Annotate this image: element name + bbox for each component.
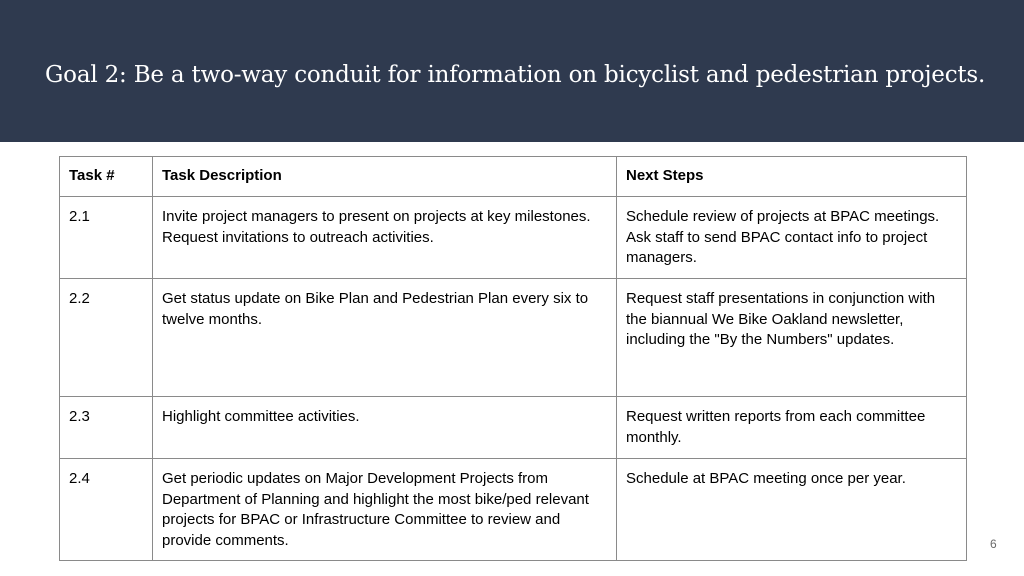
task-description-cell: Get status update on Bike Plan and Pedestrian Plan every six to twelve months. [153,279,617,397]
slide-title: Goal 2: Be a two-way conduit for information on bicyclist and pedestrian projects. [45,62,986,88]
table-row [60,197,967,279]
header-task-description: Task Description [153,157,617,197]
next-steps-cell: Schedule review of projects at BPAC meetings. Ask staff to send BPAC contact info to project managers. [617,197,967,279]
task-number-cell: 2.1 [60,197,153,279]
next-steps-cell: Schedule at BPAC meeting once per year. [617,459,967,561]
table-row [60,279,967,397]
next-steps-cell: Request written reports from each committee monthly. [617,397,967,459]
task-table [59,156,967,561]
task-description-cell: Get periodic updates on Major Development Projects from Department of Planning and highlight the most bike/ped relevant projects for BPAC or Infrastructure Committee to review and provide comments. [153,459,617,561]
task-number-cell: 2.3 [60,397,153,459]
table-header-row [60,157,967,197]
header-next-steps: Next Steps [617,157,967,197]
header-task-number: Task # [60,157,153,197]
page-number: 6 [990,537,997,551]
task-number-cell: 2.4 [60,459,153,561]
next-steps-cell: Request staff presentations in conjunction with the biannual We Bike Oakland newsletter, including the "By the Numbers" updates. [617,279,967,397]
title-banner [0,0,1024,142]
task-description-cell: Highlight committee activities. [153,397,617,459]
table-row [60,459,967,561]
task-description-cell: Invite project managers to present on projects at key milestones. Request invitations to outreach activities. [153,197,617,279]
table-row [60,397,967,459]
task-number-cell: 2.2 [60,279,153,397]
